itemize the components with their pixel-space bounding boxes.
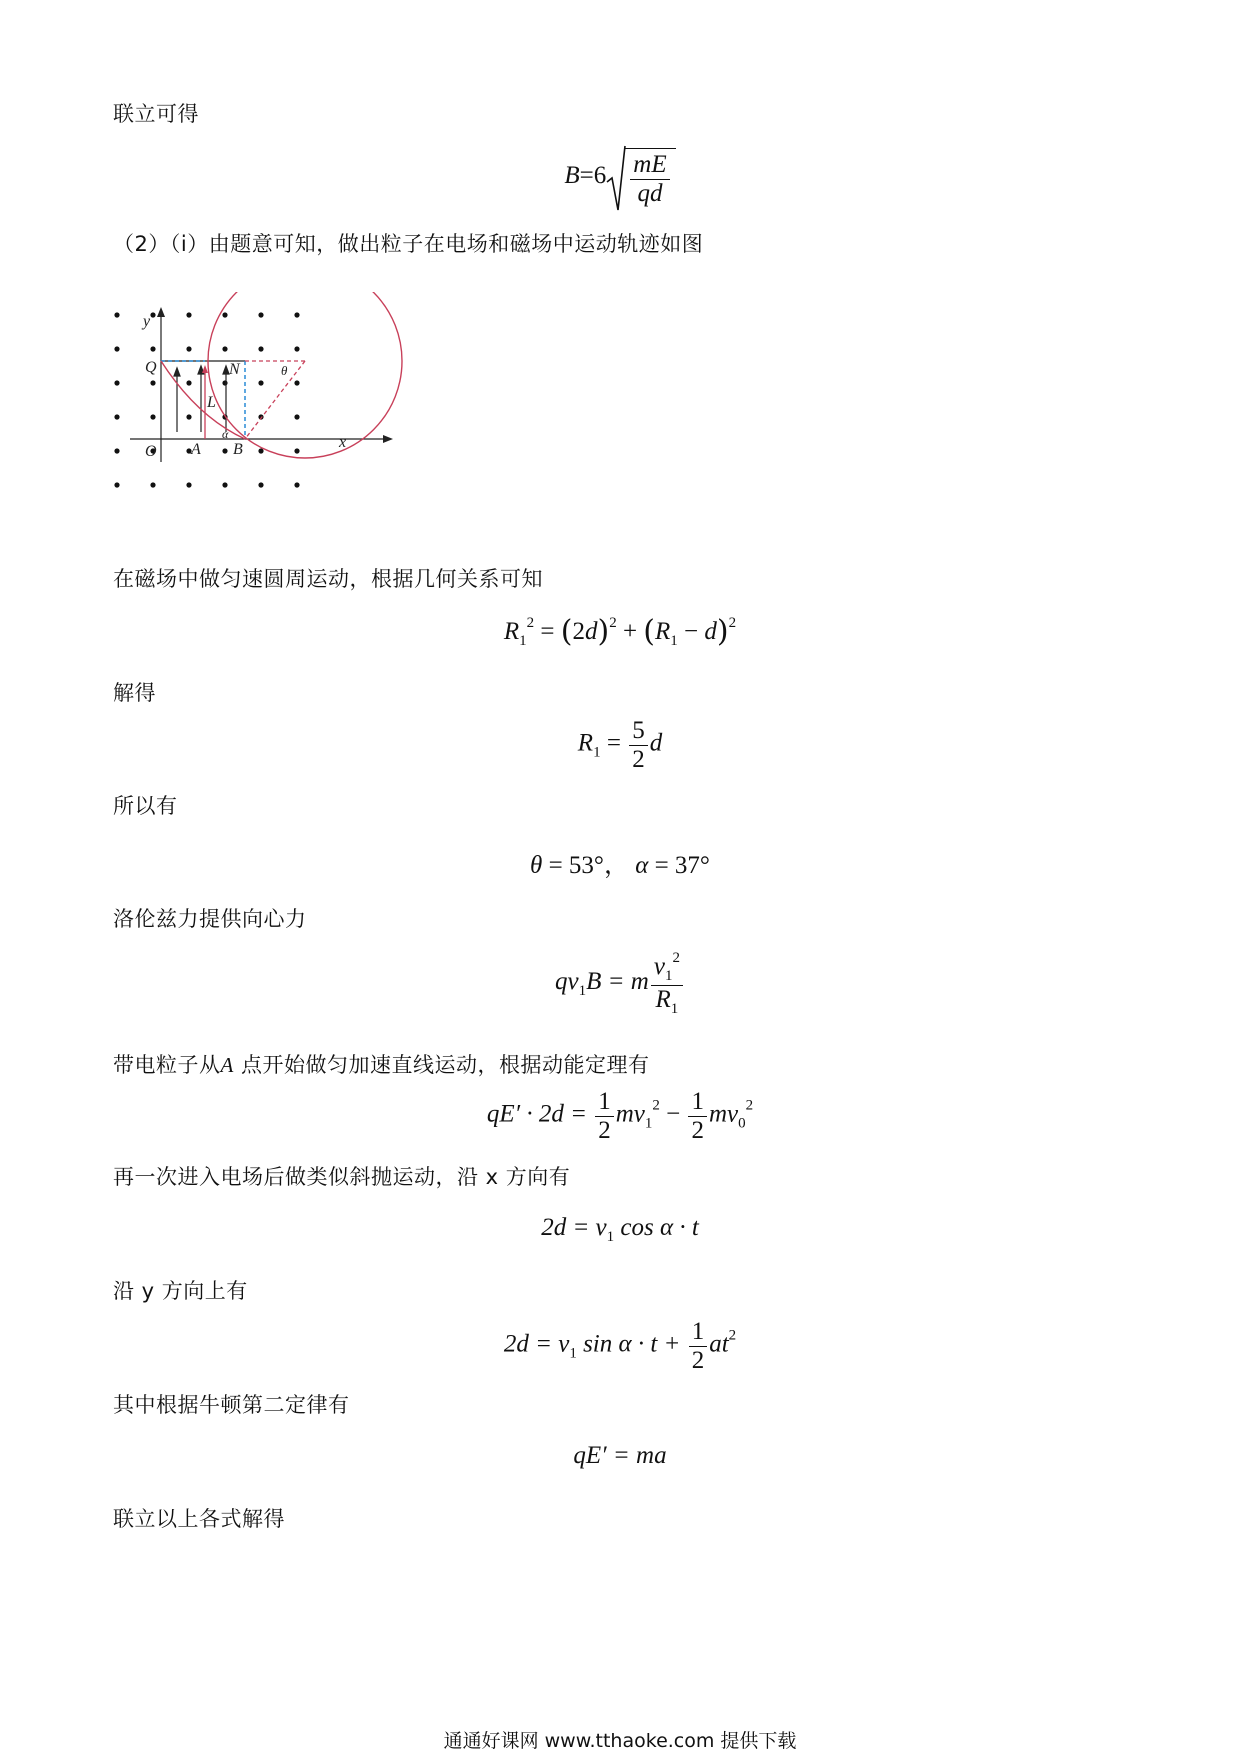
sqrt	[606, 148, 675, 207]
eq-symbol: R	[503, 618, 520, 645]
fraction-denominator: qd	[637, 179, 663, 207]
eq-sub: 1	[593, 744, 601, 761]
equation-radius: $R_1$ = $\frac{5}{2}$ d	[577, 717, 663, 773]
eq-text: ，	[603, 852, 636, 879]
trajectory-diagram	[105, 292, 505, 497]
fraction-numerator: mE	[630, 151, 669, 180]
eq-symbol: d	[704, 618, 717, 645]
text-line: 所以有	[113, 794, 178, 818]
page-footer: 通通好课网 www.tthaoke.com 提供下载	[443, 1730, 797, 1752]
eq-text: cos α · t	[614, 1214, 699, 1241]
eq-text: = 37°	[648, 852, 710, 879]
eq-sub: 0	[738, 1115, 746, 1132]
eq-sub: 1	[569, 1345, 577, 1362]
text-span: 带电粒子从	[113, 1053, 221, 1077]
eq-symbol: at	[709, 1330, 729, 1358]
field-dot	[114, 414, 119, 419]
fraction-denominator: 2	[691, 1346, 705, 1374]
fraction-numerator: 5	[629, 717, 648, 746]
field-dot	[150, 312, 155, 317]
field-dot	[186, 346, 191, 351]
field-dot	[294, 448, 299, 453]
field-dot	[294, 312, 299, 317]
field-dot	[150, 380, 155, 385]
equation-newton	[0, 1442, 1240, 1470]
text-line: 沿 y 方向上有	[113, 1279, 248, 1303]
electric-field-arrows	[174, 366, 229, 432]
field-dot	[114, 346, 119, 351]
y-axis-arrow	[157, 307, 165, 317]
field-dot	[186, 482, 191, 487]
equation-angles	[0, 845, 1240, 881]
field-dot	[150, 346, 155, 351]
eq-sup: 2	[652, 1097, 660, 1114]
field-dot	[114, 380, 119, 385]
text-line: 再一次进入电场后做类似斜抛运动，沿 x 方向有	[113, 1165, 571, 1189]
x-axis-arrow	[383, 435, 393, 443]
text-line: 解得	[113, 681, 156, 705]
field-dot	[222, 482, 227, 487]
eq-sub: 1	[670, 633, 678, 649]
eq-sup: 2	[672, 950, 680, 966]
eq-text: sin α · t +	[576, 1330, 687, 1358]
accel-arrow	[202, 365, 208, 373]
eq-text: qE′ · 2d =	[486, 1100, 594, 1128]
field-dot	[150, 414, 155, 419]
text-line: 联立可得	[113, 102, 199, 126]
equation-energy	[0, 1088, 1240, 1144]
eq-sub: 1	[664, 968, 673, 984]
eq-text: 2d = v	[541, 1214, 607, 1241]
field-dot	[222, 380, 227, 385]
field-dot	[114, 448, 119, 453]
eq-symbol: R	[655, 618, 671, 645]
field-dot	[114, 312, 119, 317]
eq-sub: 1	[519, 633, 527, 649]
eq-sub: 1	[670, 1000, 679, 1017]
label-x: x	[339, 434, 347, 451]
text-span: 点开始做匀加速直线运动，根据动能定理有	[233, 1053, 650, 1077]
field-dot	[222, 312, 227, 317]
field-dot	[222, 448, 227, 453]
equation-b	[0, 148, 1240, 207]
fraction-numerator: 1	[688, 1088, 707, 1117]
field-dot	[294, 380, 299, 385]
fraction-denominator: 2	[691, 1116, 704, 1144]
eq-sup: 2	[609, 615, 617, 631]
field-dot	[114, 482, 119, 487]
eq-text: −	[677, 618, 705, 645]
eq-sub: 1	[644, 1115, 653, 1132]
field-dot	[294, 414, 299, 419]
eq-sup: 2	[728, 615, 737, 631]
eq-sub: 1	[578, 983, 587, 1000]
field-dot	[294, 482, 299, 487]
equation-lorentz	[0, 950, 1240, 1017]
text-line: 洛伦兹力提供向心力	[113, 907, 307, 931]
field-dot	[186, 380, 191, 385]
label-l: L	[207, 394, 216, 411]
red-dashed-radius	[245, 361, 305, 439]
eq-sup: 2	[526, 615, 535, 631]
eq-text: qE′ = ma	[573, 1442, 667, 1469]
eq-sub: 1	[606, 1229, 615, 1245]
field-dot	[186, 312, 191, 317]
text-line: 其中根据牛顿第二定律有	[113, 1393, 350, 1417]
label-n: N	[229, 361, 240, 378]
fraction-denominator: R	[655, 985, 671, 1013]
label-o: O	[145, 443, 157, 460]
equation-x-motion	[0, 1214, 1240, 1246]
eq-symbol: qv	[555, 968, 579, 996]
eq-symbol: α	[635, 852, 649, 879]
field-dot	[222, 346, 227, 351]
label-theta: θ	[281, 363, 288, 378]
eq-text: 2d = v	[503, 1330, 570, 1358]
eq-symbol: d	[649, 729, 663, 757]
text-symbol: A	[220, 1053, 234, 1077]
eq-symbol: B = m	[586, 968, 649, 996]
eq-symbol: mv	[615, 1100, 645, 1128]
radical-sign	[606, 144, 626, 214]
eq-symbol: d	[584, 618, 598, 645]
label-a: A	[191, 441, 201, 458]
fraction-numerator: 1	[689, 1318, 708, 1347]
fraction-numerator: v	[653, 953, 665, 980]
field-dot	[258, 346, 263, 351]
field-dot	[186, 414, 191, 419]
equation-geometry: $R_1^2 = (2d)^2 + (R_1 - d)^2$	[503, 614, 737, 649]
text-line: （2）（i）由题意可知，做出粒子在电场和磁场中运动轨迹如图	[113, 232, 704, 256]
fraction-denominator: 2	[632, 745, 645, 773]
eq-text: +	[616, 618, 644, 645]
eq-text: = 53°	[542, 852, 604, 879]
eq-text: 2	[572, 618, 585, 645]
field-dot	[258, 448, 263, 453]
eq-text: =6	[579, 162, 607, 190]
field-dot	[258, 312, 263, 317]
fraction-numerator: 1	[595, 1088, 614, 1117]
field-dot	[294, 346, 299, 351]
eq-text: −	[659, 1100, 687, 1128]
fraction-denominator: 2	[598, 1116, 611, 1144]
text-line: 在磁场中做匀速圆周运动，根据几何关系可知	[113, 567, 543, 591]
text-line	[113, 1049, 650, 1079]
field-dot	[258, 380, 263, 385]
eq-sup: 2	[728, 1327, 737, 1344]
eq-symbol: mv	[708, 1100, 739, 1128]
label-alpha: α	[222, 427, 229, 441]
field-dot	[258, 482, 263, 487]
label-b: B	[233, 441, 243, 458]
label-q: Q	[145, 359, 157, 376]
label-y: y	[143, 313, 151, 330]
field-dot	[150, 482, 155, 487]
equation-y-motion	[0, 1318, 1240, 1374]
eq-symbol: B	[564, 162, 580, 190]
eq-sup: 2	[745, 1097, 754, 1114]
eq-symbol: R	[577, 729, 594, 757]
text-line: 联立以上各式解得	[113, 1507, 285, 1531]
eq-symbol: θ	[530, 852, 543, 879]
